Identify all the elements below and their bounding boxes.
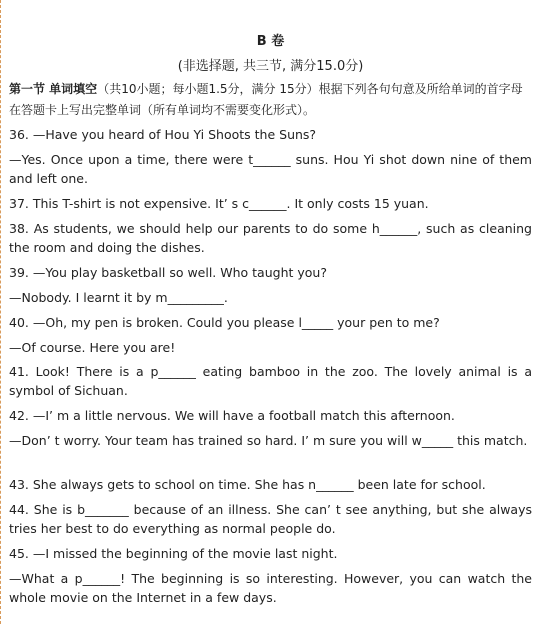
question-43: 43. She always gets to school on time. She has n______ been late for school. (9, 477, 486, 492)
question-39-answer: —Nobody. I learnt it by m_________. (9, 290, 228, 305)
instruction-paragraph (9, 79, 532, 121)
question-45-prompt: 45. —I missed the beginning of the movie last night. (9, 546, 338, 561)
section-subtitle: (非选择题, 共三节, 满分15.0分) (177, 59, 364, 74)
question-45-answer: —What a p______! The beginning is so interesting. However, you can watch the whole movie on the Internet in a few days. (9, 571, 532, 605)
question-36-answer: —Yes. Once upon a time, there were t______ suns. Hou Yi shot down nine of them and left one. (9, 152, 532, 186)
part-title: 第一节 单词填空 (9, 82, 98, 96)
question-36-prompt: 36. —Have you heard of Hou Yi Shoots the Suns? (9, 127, 317, 142)
question-40-prompt: 40. —Oh, my pen is broken. Could you please l_____ your pen to me? (9, 315, 440, 330)
question-38: 38. As students, we should help our parents to do some h______, such as cleaning the room and doing the dishes. (9, 221, 532, 255)
page-left-border (0, 0, 1, 624)
question-40-answer: —Of course. Here you are! (9, 340, 176, 355)
question-37: 37. This T-shirt is not expensive. It’ s c______. It only costs 15 yuan. (9, 196, 429, 211)
question-44: 44. She is b_______ because of an illness. She can’ t see anything, but she always tries her best to do everything as normal people do. (9, 502, 532, 536)
question-42-answer: —Don’ t worry. Your team has trained so hard. I’ m sure you will w_____ this match. (9, 433, 528, 448)
question-42-prompt: 42. —I’ m a little nervous. We will have a football match this afternoon. (9, 408, 455, 423)
section-title: B 卷 (256, 34, 285, 49)
instruction-text: （共10小题；每小题1.5分，满分 15分）根据下列各句句意及所给单词的首字母在答题卡上写出完整单词（所有单词均不需要变化形式）。 (9, 82, 523, 117)
question-39-prompt: 39. —You play basketball so well. Who taught you? (9, 265, 327, 280)
question-41: 41. Look! There is a p______ eating bamboo in the zoo. The lovely animal is a symbol of Sichuan. (9, 364, 532, 398)
